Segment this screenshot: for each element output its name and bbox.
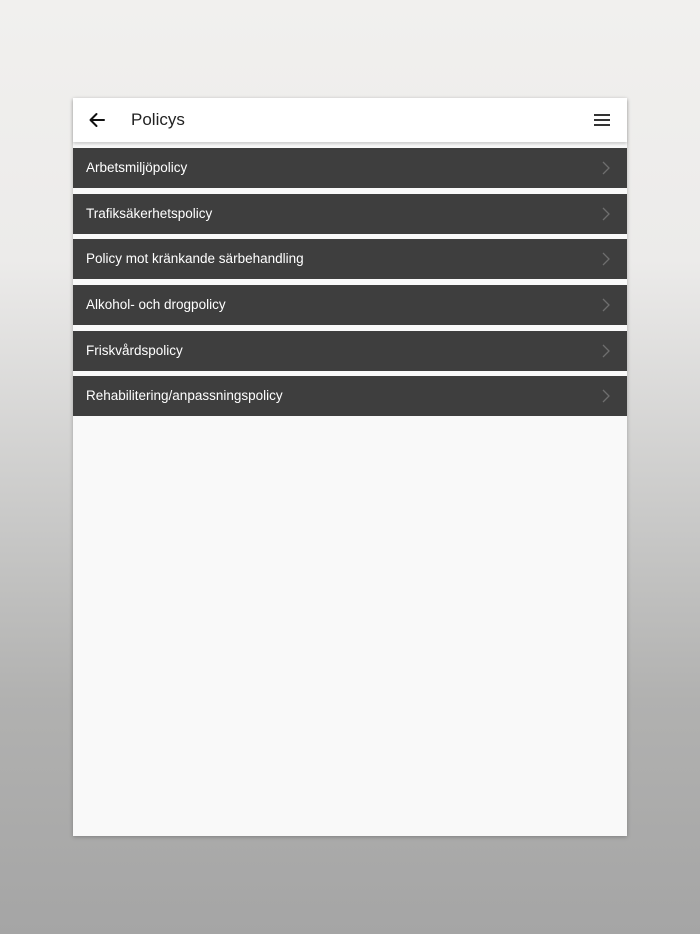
list-item-label: Alkohol- och drogpolicy — [86, 297, 226, 313]
list-item-label: Arbetsmiljöpolicy — [86, 160, 188, 175]
app-bar — [73, 98, 627, 142]
list-item-rehabilitering[interactable] — [73, 376, 627, 416]
list-item-label: Trafiksäkerhetspolicy — [86, 205, 213, 221]
chevron-right-icon — [601, 298, 611, 312]
chevron-right-icon — [601, 344, 611, 358]
list-item-trafiksakerhetspolicy[interactable] — [73, 194, 627, 234]
list-item-arbetsmiljopolicy[interactable] — [73, 148, 627, 188]
list-item-alkohol-drogpolicy[interactable] — [73, 285, 627, 325]
app-window — [73, 98, 627, 836]
list-item-label: Friskvårdspolicy — [86, 342, 183, 358]
list-item-label: Rehabilitering/anpassningspolicy — [86, 388, 283, 404]
arrow-left-icon — [88, 111, 106, 129]
chevron-right-icon — [601, 207, 611, 221]
hamburger-menu-icon — [594, 114, 610, 126]
chevron-right-icon — [601, 389, 611, 403]
page-title: Policys — [131, 110, 185, 129]
chevron-right-icon — [601, 161, 611, 175]
list-item-krankande-sarbehandling[interactable] — [73, 239, 627, 279]
list-item-label: Policy mot kränkande särbehandling — [86, 251, 304, 267]
menu-button[interactable] — [589, 107, 615, 133]
chevron-right-icon — [601, 252, 611, 266]
back-button[interactable] — [83, 106, 111, 134]
policy-list — [73, 148, 627, 422]
list-item-friskvardspolicy[interactable] — [73, 331, 627, 371]
